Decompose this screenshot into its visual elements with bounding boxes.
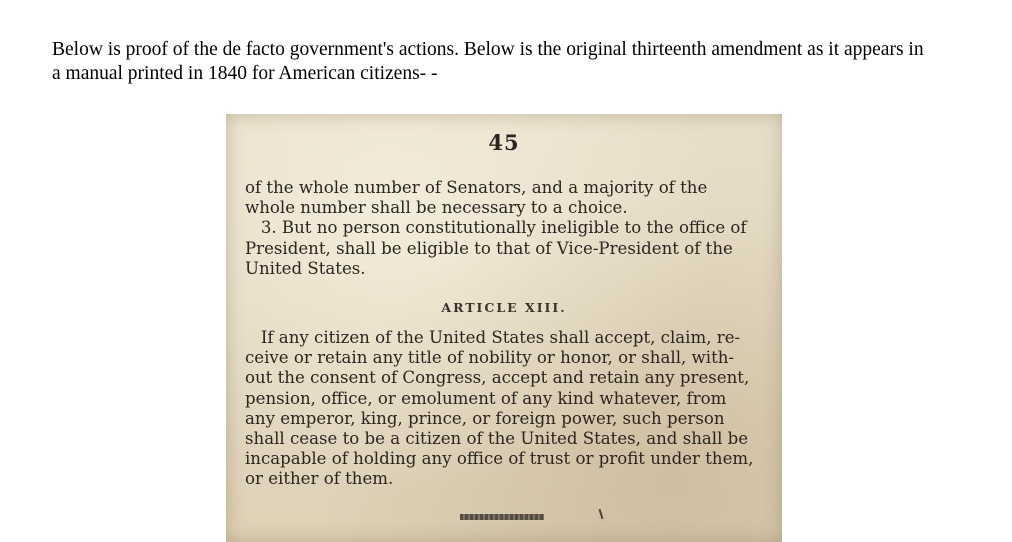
text-line: any emperor, king, prince, or foreign power, such person [245,408,725,428]
text-line: 3. But no person constitutionally ineligible to the office of [245,218,747,238]
text-line: pension, office, or emolument of any kind whatever, from [245,388,727,408]
ink-mark [599,509,604,519]
text-line: If any citizen of the United States shall accept, claim, re- [245,328,741,347]
text-line: ceive or retain any title of nobility or honor, or shall, with- [245,348,735,368]
intro-line-1: Below is proof of the de facto government's actions. Below is the original thirteenth amendment as it appears in [52,39,924,60]
text-line: shall cease to be a citizen of the United States, and shall be [245,429,749,449]
intro-line-2: a manual printed in 1840 for American citizens- - [52,63,438,84]
intro-text [52,38,972,86]
paragraph-article-xiii [245,328,763,490]
printer-rule-ornament [460,514,544,520]
paragraph-senators [245,178,763,279]
text-line: whole number shall be necessary to a choice. [245,198,628,218]
article-heading: ARTICLE XIII. [441,300,567,315]
text-line: President, shall be eligible to that of Vice-President of the [245,238,733,258]
text-line: United States. [245,258,366,278]
text-line: out the consent of Congress, accept and retain any present, [245,368,750,388]
scanned-manual-page [226,114,782,542]
text-line: incapable of holding any office of trust or profit under them, [245,449,754,469]
text-line: or either of them. [245,469,394,489]
text-line: of the whole number of Senators, and a majority of the [245,178,708,197]
page-number: 45 [488,130,520,155]
